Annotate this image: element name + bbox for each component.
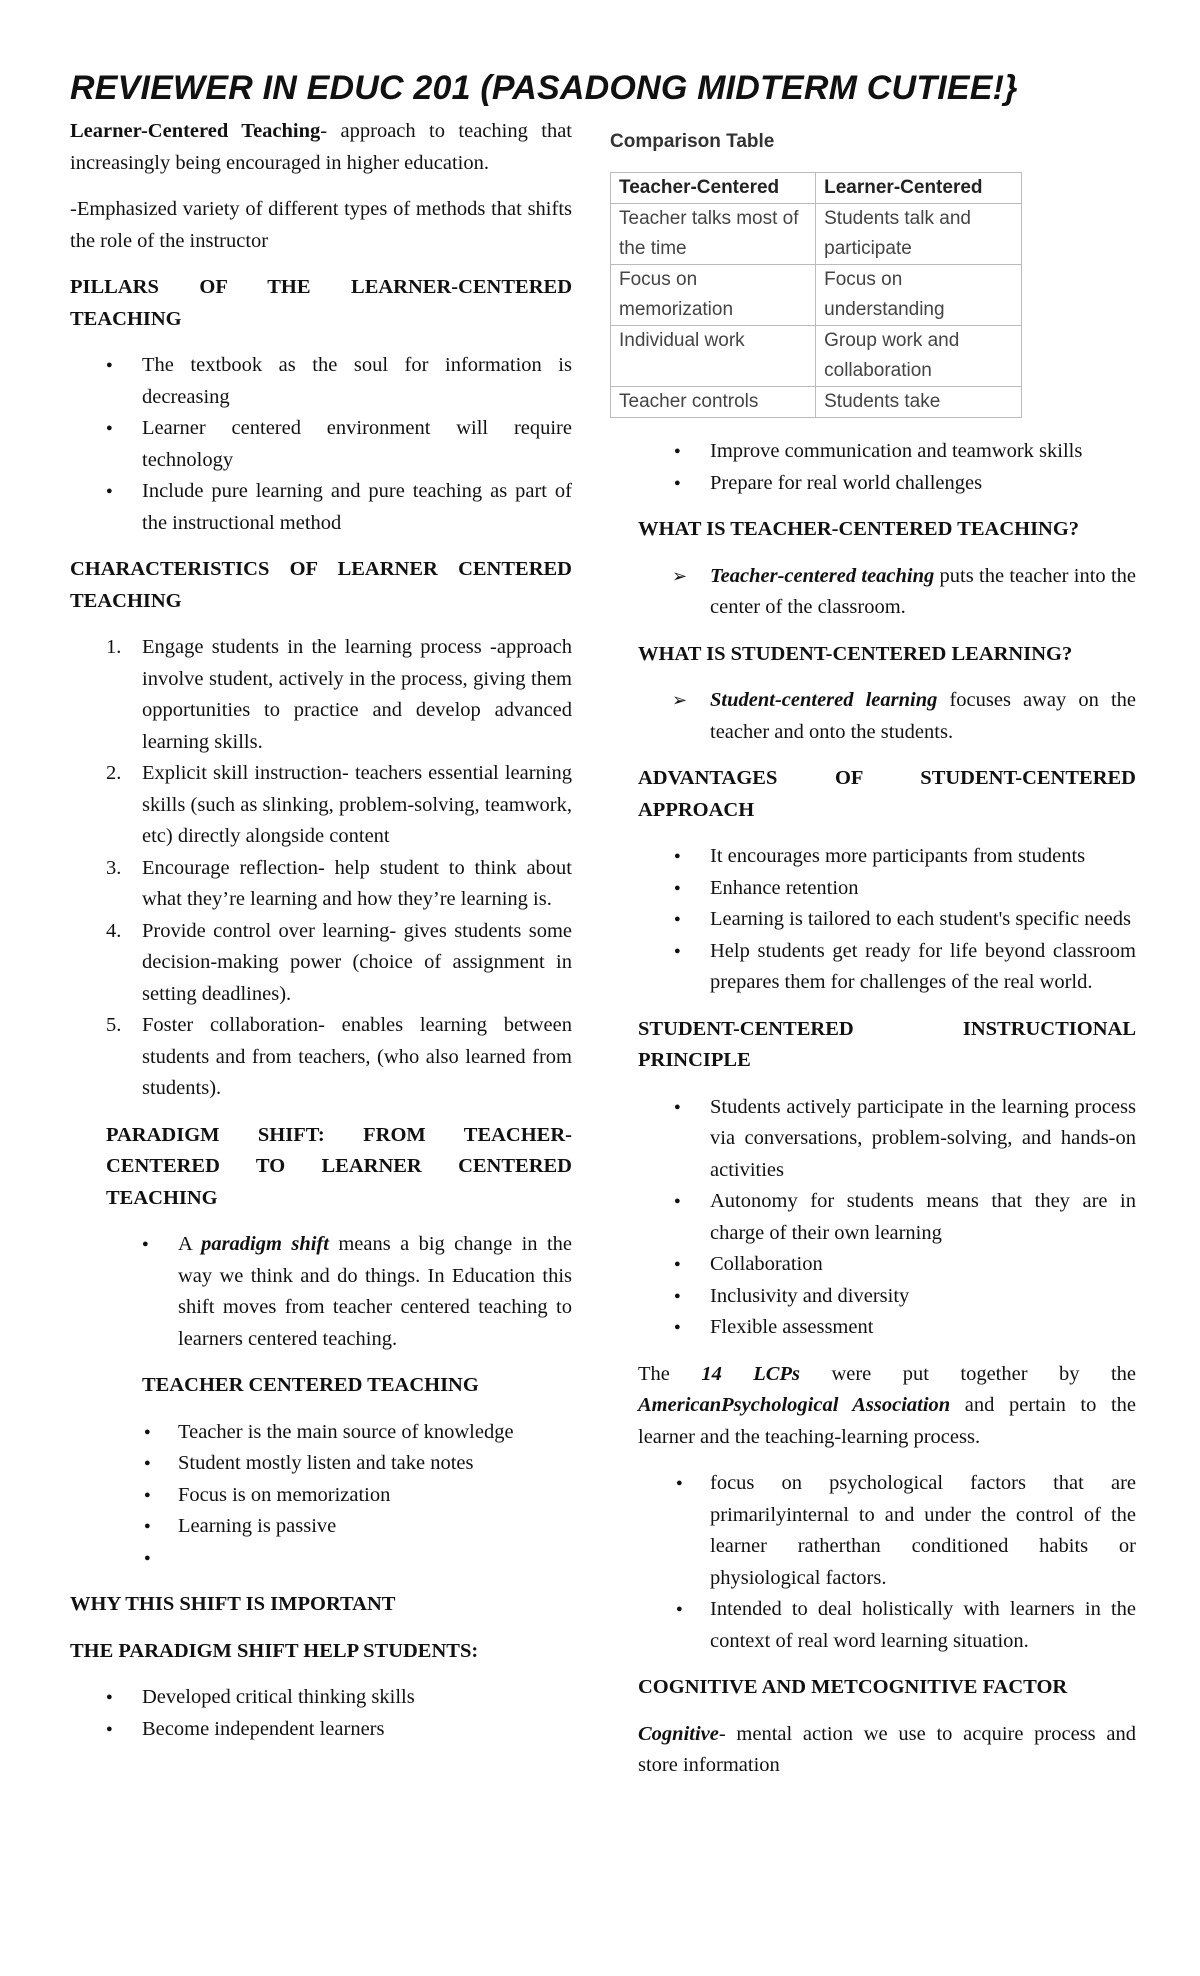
table-cell: Focus on understanding bbox=[816, 265, 1022, 326]
list-item: ● Autonomy for students means that they are in charge of their own learning bbox=[638, 1186, 1136, 1249]
table-cell: Group work and collaboration bbox=[816, 326, 1022, 387]
list-item: ● focus on psychological factors that are primarilyinternal to and under the control of the learner ratherthan conditioned habits or physiological factors. bbox=[674, 1468, 1136, 1594]
cognitive-heading: COGNITIVE AND METCOGNITIVE FACTOR bbox=[638, 1676, 1068, 1698]
list-item: ● Learning is tailored to each student's specific needs bbox=[638, 904, 1136, 936]
why-heading: WHY THIS SHIFT IS IMPORTANT bbox=[70, 1593, 396, 1615]
table-cell: Students take bbox=[816, 387, 1022, 418]
document-title: REVIEWER IN EDUC 201 (PASADONG MIDTERM CUTIEE!} bbox=[70, 69, 1018, 107]
list-item: ● Inclusivity and diversity bbox=[638, 1281, 1136, 1313]
paradigm-list bbox=[106, 1229, 572, 1355]
list-item: Encourage reflection- help student to think about what they’re learning and how they’re learning is. bbox=[142, 856, 572, 910]
table-header: Teacher-Centered bbox=[611, 173, 816, 204]
right-column bbox=[610, 126, 1136, 1797]
paradigm-text: means a big change in the way we think and do things. In Education this shift moves from teacher centered teaching to learners centered teaching. bbox=[178, 1233, 572, 1350]
principle-list bbox=[638, 1092, 1136, 1344]
apa-term: AmericanPsychological Association bbox=[638, 1394, 951, 1416]
table-row bbox=[611, 326, 1022, 387]
table-cell: Individual work bbox=[611, 326, 816, 387]
scl-text: focuses away on the teacher and onto the students. bbox=[710, 689, 1136, 743]
intro-text: - approach to teaching that increasingly being encouraged in higher education. bbox=[70, 120, 572, 174]
lcp-the: The bbox=[638, 1362, 702, 1385]
lcp-term: 14 LCPs bbox=[701, 1362, 800, 1385]
list-item: Foster collaboration- enables learning between students and from teachers, (who also learned from students). bbox=[142, 1014, 572, 1099]
continued-list bbox=[638, 436, 1136, 499]
empty-list-item bbox=[142, 1543, 572, 1575]
comparison-table-title: Comparison Table bbox=[610, 131, 775, 152]
left-column bbox=[70, 116, 572, 1760]
list-item: Provide control over learning- gives students some decision-making power (choice of assignment in setting deadlines). bbox=[142, 919, 572, 1005]
table-row bbox=[611, 204, 1022, 265]
table-header-row bbox=[611, 173, 1022, 204]
table-header: Learner-Centered bbox=[816, 173, 1022, 204]
cognitive-text: - mental action we use to acquire process and store information bbox=[638, 1722, 1136, 1776]
lcp-mid: were put together by the bbox=[799, 1362, 1136, 1385]
pillars-heading: PILLARS OF THE LEARNER-CENTERED TEACHING bbox=[70, 276, 572, 330]
list-item: Engage students in the learning process -approach involve student, actively in the process, giving them opportunities to practice and develop advanced learning skills. bbox=[142, 636, 572, 753]
intro-term: Learner-Centered Teaching bbox=[70, 120, 321, 142]
intro-paragraph bbox=[70, 116, 572, 179]
list-item: ● Become independent learners bbox=[70, 1714, 572, 1746]
list-item: ● Help students get ready for life beyond classroom prepares them for challenges of the real world. bbox=[638, 936, 1136, 999]
scl-term: Student-centered learning bbox=[710, 689, 938, 711]
list-item bbox=[106, 1229, 572, 1355]
table-cell: Focus on memorization bbox=[611, 265, 816, 326]
table-cell: Students talk and participate bbox=[816, 204, 1022, 265]
list-item bbox=[638, 685, 1136, 748]
what-tct-heading: WHAT IS TEACHER-CENTERED TEACHING? bbox=[638, 518, 1080, 540]
tct-list bbox=[142, 1417, 572, 1575]
list-item: ● Student mostly listen and take notes bbox=[142, 1448, 572, 1480]
pillars-list bbox=[70, 350, 572, 539]
list-item: ● Teacher is the main source of knowledge bbox=[142, 1417, 572, 1449]
list-item: Explicit skill instruction- teachers essential learning skills (such as slinking, problem-solving, teamwork, etc) directly alongside content bbox=[142, 762, 572, 847]
helps-list bbox=[70, 1682, 572, 1745]
list-item: ● It encourages more participants from students bbox=[638, 841, 1136, 873]
list-item: ● Intended to deal holistically with learners in the context of real word learning situation. bbox=[674, 1594, 1136, 1657]
table-row bbox=[611, 265, 1022, 326]
characteristics-list bbox=[70, 632, 572, 1105]
list-item: ● Developed critical thinking skills bbox=[70, 1682, 572, 1714]
table-cell: Teacher talks most of the time bbox=[611, 204, 816, 265]
list-item: ● Focus is on memorization bbox=[142, 1480, 572, 1512]
comparison-table-image bbox=[610, 126, 1040, 426]
list-item: ● Students actively participate in the learning process via conversations, problem-solving, and hands-on activities bbox=[638, 1092, 1136, 1187]
emphasized-paragraph: -Emphasized variety of different types of methods that shifts the role of the instructor bbox=[70, 198, 572, 252]
list-item: ● The textbook as the soul for information is decreasing bbox=[70, 350, 572, 413]
list-item: ● Collaboration bbox=[638, 1249, 1136, 1281]
advantages-heading: ADVANTAGES OF STUDENT-CENTERED APPROACH bbox=[638, 767, 1136, 821]
lcp-list bbox=[674, 1468, 1136, 1657]
cognitive-paragraph bbox=[638, 1719, 1136, 1782]
lcp-text: and pertain to the learner and the teaching-learning process. bbox=[638, 1394, 1136, 1448]
principle-heading: STUDENT-CENTERED INSTRUCTIONAL PRINCIPLE bbox=[638, 1017, 1136, 1071]
list-item: ● Prepare for real world challenges bbox=[638, 468, 1136, 500]
paradigm-a: A bbox=[178, 1233, 202, 1255]
tct-heading: TEACHER CENTERED TEACHING bbox=[142, 1374, 479, 1396]
list-item: ● Learner centered environment will require technology bbox=[70, 413, 572, 476]
scl-definition-list bbox=[638, 685, 1136, 748]
list-item: ● Learning is passive bbox=[142, 1511, 572, 1543]
comparison-table bbox=[610, 172, 1022, 418]
lcp-paragraph bbox=[638, 1359, 1136, 1454]
paradigm-term: paradigm shift bbox=[201, 1233, 329, 1255]
paradigm-heading: PARADIGM SHIFT: FROM TEACHER-CENTERED TO LEARNER CENTERED TEACHING bbox=[106, 1123, 572, 1209]
list-item: ● Flexible assessment bbox=[638, 1312, 1136, 1344]
helps-heading: THE PARADIGM SHIFT HELP STUDENTS: bbox=[70, 1639, 479, 1662]
characteristics-heading: CHARACTERISTICS OF LEARNER CENTERED TEACHING bbox=[70, 558, 572, 612]
list-item: ● Enhance retention bbox=[638, 873, 1136, 905]
list-item bbox=[638, 561, 1136, 624]
what-scl-heading: WHAT IS STUDENT-CENTERED LEARNING? bbox=[638, 642, 1073, 665]
tct-text: puts the teacher into the center of the classroom. bbox=[710, 564, 1136, 618]
advantages-list bbox=[638, 841, 1136, 999]
tct-definition-list bbox=[638, 561, 1136, 624]
list-item: ● Improve communication and teamwork skills bbox=[638, 436, 1136, 468]
table-cell: Teacher controls bbox=[611, 387, 816, 418]
list-item: ● Include pure learning and pure teaching as part of the instructional method bbox=[70, 476, 572, 539]
cognitive-term: Cognitive bbox=[638, 1722, 719, 1745]
tct-term: Teacher-centered teaching bbox=[710, 564, 935, 587]
table-row bbox=[611, 387, 1022, 418]
